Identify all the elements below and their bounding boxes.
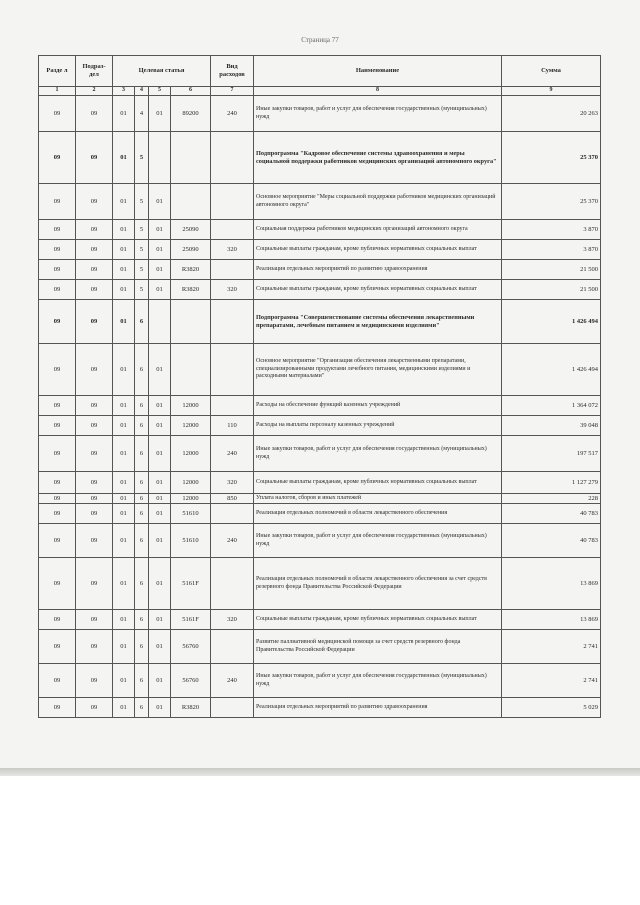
table-row (39, 396, 601, 416)
cell-razdel: 09 (39, 300, 76, 344)
cell-program: 01 (113, 240, 135, 260)
cell-subprogram: 5 (135, 240, 149, 260)
cell-direction: 12000 (171, 494, 211, 504)
cell-naimenovanie: Иные закупки товаров, работ и услуг для обеспечения государственных (муниципальных) нужд (254, 436, 502, 472)
cell-naimenovanie: Подпрограмма "Кадровое обеспечение системы здравоохранения и меры социальной поддержки работников медицинских организаций автономного округа" (254, 132, 502, 184)
cell-summa: 1 364 072 (502, 396, 601, 416)
table-body (39, 96, 601, 718)
cell-vid-rashodov: 240 (211, 524, 254, 558)
cell-direction: 56760 (171, 664, 211, 698)
table-row (39, 132, 601, 184)
cell-vid-rashodov: 240 (211, 664, 254, 698)
cell-vid-rashodov: 320 (211, 280, 254, 300)
cell-event: 01 (149, 472, 171, 494)
budget-table (38, 55, 601, 718)
cell-razdel: 09 (39, 698, 76, 718)
table-row (39, 260, 601, 280)
cell-subprogram: 6 (135, 416, 149, 436)
cell-summa: 197 517 (502, 436, 601, 472)
cell-podrazdel: 09 (76, 300, 113, 344)
col-number: 1 (39, 87, 76, 96)
cell-direction: 56760 (171, 630, 211, 664)
col-header-naim: Наименование (254, 56, 502, 87)
cell-summa: 25 370 (502, 184, 601, 220)
cell-podrazdel: 09 (76, 396, 113, 416)
cell-event: 01 (149, 220, 171, 240)
cell-razdel: 09 (39, 220, 76, 240)
cell-naimenovanie: Основное мероприятие "Меры социальной поддержки работников медицинских организаций автономного округа" (254, 184, 502, 220)
cell-direction (171, 132, 211, 184)
scan-bottom-edge (0, 768, 640, 776)
table-row (39, 698, 601, 718)
table-row (39, 472, 601, 494)
cell-direction: 5161F (171, 558, 211, 610)
cell-podrazdel: 09 (76, 698, 113, 718)
cell-podrazdel: 09 (76, 344, 113, 396)
cell-event (149, 132, 171, 184)
cell-naimenovanie: Реализация отдельных мероприятий по развитию здравоохранения (254, 260, 502, 280)
cell-event: 01 (149, 630, 171, 664)
cell-naimenovanie: Иные закупки товаров, работ и услуг для обеспечения государственных (муниципальных) нужд (254, 96, 502, 132)
cell-razdel: 09 (39, 96, 76, 132)
cell-summa: 2 741 (502, 664, 601, 698)
cell-direction: 51610 (171, 504, 211, 524)
table-row (39, 558, 601, 610)
cell-naimenovanie: Иные закупки товаров, работ и услуг для обеспечения государственных (муниципальных) нужд (254, 664, 502, 698)
col-header-vid: Вид расходов (211, 56, 254, 87)
col-number: 2 (76, 87, 113, 96)
cell-podrazdel: 09 (76, 630, 113, 664)
cell-program: 01 (113, 504, 135, 524)
cell-naimenovanie: Основное мероприятие "Организация обеспечения лекарственными препаратами, специализированными продуктами лечебного питания, медицинскими изделиями и расходными материалами" (254, 344, 502, 396)
cell-subprogram: 6 (135, 504, 149, 524)
cell-naimenovanie: Социальная поддержка работников медицинских организаций автономного округа (254, 220, 502, 240)
cell-summa: 21 500 (502, 260, 601, 280)
table-row (39, 220, 601, 240)
cell-event: 01 (149, 396, 171, 416)
cell-summa: 1 426 494 (502, 344, 601, 396)
cell-subprogram: 6 (135, 344, 149, 396)
cell-subprogram: 6 (135, 610, 149, 630)
cell-naimenovanie: Реализация отдельных полномочий в области лекарственного обеспечения за счет средств резервного фонда Правительства Российской Федерации (254, 558, 502, 610)
table-row (39, 96, 601, 132)
cell-vid-rashodov (211, 698, 254, 718)
cell-subprogram: 6 (135, 524, 149, 558)
cell-naimenovanie: Реализация отдельных полномочий в области лекарственного обеспечения (254, 504, 502, 524)
cell-direction: R3820 (171, 280, 211, 300)
cell-event: 01 (149, 698, 171, 718)
cell-program: 01 (113, 558, 135, 610)
cell-program: 01 (113, 494, 135, 504)
table-row (39, 494, 601, 504)
cell-subprogram: 6 (135, 396, 149, 416)
cell-program: 01 (113, 436, 135, 472)
col-number: 5 (149, 87, 171, 96)
page-label: Страница 77 (301, 36, 339, 44)
cell-naimenovanie: Расходы на обеспечение функций казенных учреждений (254, 396, 502, 416)
cell-podrazdel: 09 (76, 280, 113, 300)
cell-vid-rashodov: 850 (211, 494, 254, 504)
cell-razdel: 09 (39, 260, 76, 280)
cell-podrazdel: 09 (76, 610, 113, 630)
cell-podrazdel: 09 (76, 220, 113, 240)
cell-subprogram: 5 (135, 280, 149, 300)
cell-vid-rashodov: 240 (211, 436, 254, 472)
cell-podrazdel: 09 (76, 240, 113, 260)
cell-program: 01 (113, 416, 135, 436)
cell-razdel: 09 (39, 132, 76, 184)
cell-event: 01 (149, 240, 171, 260)
cell-program: 01 (113, 524, 135, 558)
cell-program: 01 (113, 280, 135, 300)
table-row (39, 184, 601, 220)
cell-podrazdel: 09 (76, 664, 113, 698)
cell-summa: 21 500 (502, 280, 601, 300)
cell-naimenovanie: Уплата налогов, сборов и иных платежей (254, 494, 502, 504)
col-header-razdel: Разде л (39, 56, 76, 87)
cell-program: 01 (113, 664, 135, 698)
cell-direction: 51610 (171, 524, 211, 558)
cell-summa: 228 (502, 494, 601, 504)
cell-event: 01 (149, 664, 171, 698)
cell-summa: 40 783 (502, 504, 601, 524)
col-header-summa: Сумма (502, 56, 601, 87)
col-number: 6 (171, 87, 211, 96)
table-row (39, 300, 601, 344)
cell-summa: 13 869 (502, 610, 601, 630)
table-row (39, 610, 601, 630)
cell-razdel: 09 (39, 494, 76, 504)
cell-razdel: 09 (39, 184, 76, 220)
cell-subprogram: 6 (135, 630, 149, 664)
cell-program: 01 (113, 344, 135, 396)
cell-event: 01 (149, 524, 171, 558)
cell-razdel: 09 (39, 664, 76, 698)
cell-direction: 25090 (171, 220, 211, 240)
cell-naimenovanie: Социальные выплаты гражданам, кроме публичных нормативных социальных выплат (254, 280, 502, 300)
cell-razdel: 09 (39, 558, 76, 610)
cell-summa: 25 370 (502, 132, 601, 184)
cell-event: 01 (149, 504, 171, 524)
cell-summa: 5 029 (502, 698, 601, 718)
cell-event (149, 300, 171, 344)
cell-summa: 1 426 494 (502, 300, 601, 344)
cell-podrazdel: 09 (76, 524, 113, 558)
cell-program: 01 (113, 96, 135, 132)
cell-razdel: 09 (39, 240, 76, 260)
cell-subprogram: 5 (135, 220, 149, 240)
cell-program: 01 (113, 630, 135, 664)
col-number-row (39, 87, 601, 96)
cell-event: 01 (149, 494, 171, 504)
cell-event: 01 (149, 184, 171, 220)
cell-program: 01 (113, 220, 135, 240)
cell-direction: R3820 (171, 260, 211, 280)
cell-subprogram: 6 (135, 698, 149, 718)
col-number: 3 (113, 87, 135, 96)
cell-vid-rashodov: 320 (211, 472, 254, 494)
cell-vid-rashodov (211, 504, 254, 524)
cell-podrazdel: 09 (76, 494, 113, 504)
cell-program: 01 (113, 260, 135, 280)
cell-summa: 3 870 (502, 240, 601, 260)
cell-podrazdel: 09 (76, 416, 113, 436)
cell-direction: 5161F (171, 610, 211, 630)
cell-summa: 2 741 (502, 630, 601, 664)
cell-razdel: 09 (39, 396, 76, 416)
cell-program: 01 (113, 610, 135, 630)
cell-razdel: 09 (39, 504, 76, 524)
cell-vid-rashodov (211, 260, 254, 280)
cell-razdel: 09 (39, 630, 76, 664)
cell-direction: 12000 (171, 396, 211, 416)
table-row (39, 630, 601, 664)
col-number: 8 (254, 87, 502, 96)
cell-podrazdel: 09 (76, 558, 113, 610)
table-row (39, 344, 601, 396)
cell-direction (171, 344, 211, 396)
col-number: 9 (502, 87, 601, 96)
cell-podrazdel: 09 (76, 132, 113, 184)
cell-vid-rashodov: 320 (211, 240, 254, 260)
cell-summa: 1 127 279 (502, 472, 601, 494)
cell-program: 01 (113, 184, 135, 220)
table-header (39, 56, 601, 96)
cell-direction: R3820 (171, 698, 211, 718)
cell-subprogram: 4 (135, 96, 149, 132)
cell-direction (171, 300, 211, 344)
cell-vid-rashodov (211, 300, 254, 344)
cell-program: 01 (113, 396, 135, 416)
cell-summa: 13 869 (502, 558, 601, 610)
cell-podrazdel: 09 (76, 96, 113, 132)
cell-naimenovanie: Социальные выплаты гражданам, кроме публичных нормативных социальных выплат (254, 472, 502, 494)
cell-direction: 89200 (171, 96, 211, 132)
cell-vid-rashodov (211, 184, 254, 220)
cell-vid-rashodov (211, 396, 254, 416)
cell-razdel: 09 (39, 436, 76, 472)
cell-naimenovanie: Расходы на выплаты персоналу казенных учреждений (254, 416, 502, 436)
cell-vid-rashodov (211, 132, 254, 184)
cell-direction: 12000 (171, 416, 211, 436)
cell-podrazdel: 09 (76, 260, 113, 280)
cell-razdel: 09 (39, 472, 76, 494)
cell-podrazdel: 09 (76, 504, 113, 524)
cell-podrazdel: 09 (76, 436, 113, 472)
col-header-podrazdel: Подраз- дел (76, 56, 113, 87)
cell-razdel: 09 (39, 416, 76, 436)
cell-event: 01 (149, 280, 171, 300)
cell-razdel: 09 (39, 610, 76, 630)
cell-program: 01 (113, 698, 135, 718)
cell-direction: 25090 (171, 240, 211, 260)
cell-subprogram: 6 (135, 494, 149, 504)
cell-program: 01 (113, 472, 135, 494)
table-row (39, 240, 601, 260)
cell-event: 01 (149, 416, 171, 436)
cell-subprogram: 6 (135, 664, 149, 698)
cell-razdel: 09 (39, 280, 76, 300)
cell-subprogram: 5 (135, 184, 149, 220)
cell-program: 01 (113, 300, 135, 344)
cell-subprogram: 6 (135, 300, 149, 344)
cell-razdel: 09 (39, 524, 76, 558)
col-number: 4 (135, 87, 149, 96)
cell-naimenovanie: Иные закупки товаров, работ и услуг для обеспечения государственных (муниципальных) нужд (254, 524, 502, 558)
cell-vid-rashodov (211, 220, 254, 240)
cell-vid-rashodov: 240 (211, 96, 254, 132)
cell-program: 01 (113, 132, 135, 184)
cell-naimenovanie: Подпрограмма "Совершенствование системы обеспечения лекарственными препаратами, лечебным питанием и медицинскими изделиями" (254, 300, 502, 344)
col-header-celevaya: Целевая статья (113, 56, 211, 87)
cell-summa: 3 870 (502, 220, 601, 240)
cell-event: 01 (149, 558, 171, 610)
cell-subprogram: 6 (135, 472, 149, 494)
cell-podrazdel: 09 (76, 472, 113, 494)
cell-vid-rashodov (211, 344, 254, 396)
cell-podrazdel: 09 (76, 184, 113, 220)
cell-vid-rashodov (211, 630, 254, 664)
cell-summa: 39 048 (502, 416, 601, 436)
cell-naimenovanie: Социальные выплаты гражданам, кроме публичных нормативных социальных выплат (254, 240, 502, 260)
cell-event: 01 (149, 610, 171, 630)
cell-naimenovanie: Социальные выплаты гражданам, кроме публичных нормативных социальных выплат (254, 610, 502, 630)
cell-event: 01 (149, 260, 171, 280)
cell-event: 01 (149, 96, 171, 132)
cell-summa: 40 783 (502, 524, 601, 558)
cell-naimenovanie: Реализация отдельных мероприятий по развитию здравоохранения (254, 698, 502, 718)
cell-razdel: 09 (39, 344, 76, 396)
cell-event: 01 (149, 344, 171, 396)
cell-direction: 12000 (171, 436, 211, 472)
cell-event: 01 (149, 436, 171, 472)
table-row (39, 280, 601, 300)
table-row (39, 664, 601, 698)
table-row (39, 524, 601, 558)
cell-vid-rashodov: 110 (211, 416, 254, 436)
cell-subprogram: 6 (135, 436, 149, 472)
cell-naimenovanie: Развитие паллиативной медицинской помощи за счет средств резервного фонда Правительства Российской Федерации (254, 630, 502, 664)
cell-subprogram: 6 (135, 558, 149, 610)
table-row (39, 416, 601, 436)
cell-summa: 20 263 (502, 96, 601, 132)
col-number: 7 (211, 87, 254, 96)
cell-vid-rashodov (211, 558, 254, 610)
cell-direction (171, 184, 211, 220)
table-row (39, 504, 601, 524)
cell-subprogram: 5 (135, 260, 149, 280)
table-row (39, 436, 601, 472)
cell-subprogram: 5 (135, 132, 149, 184)
cell-vid-rashodov: 320 (211, 610, 254, 630)
cell-direction: 12000 (171, 472, 211, 494)
